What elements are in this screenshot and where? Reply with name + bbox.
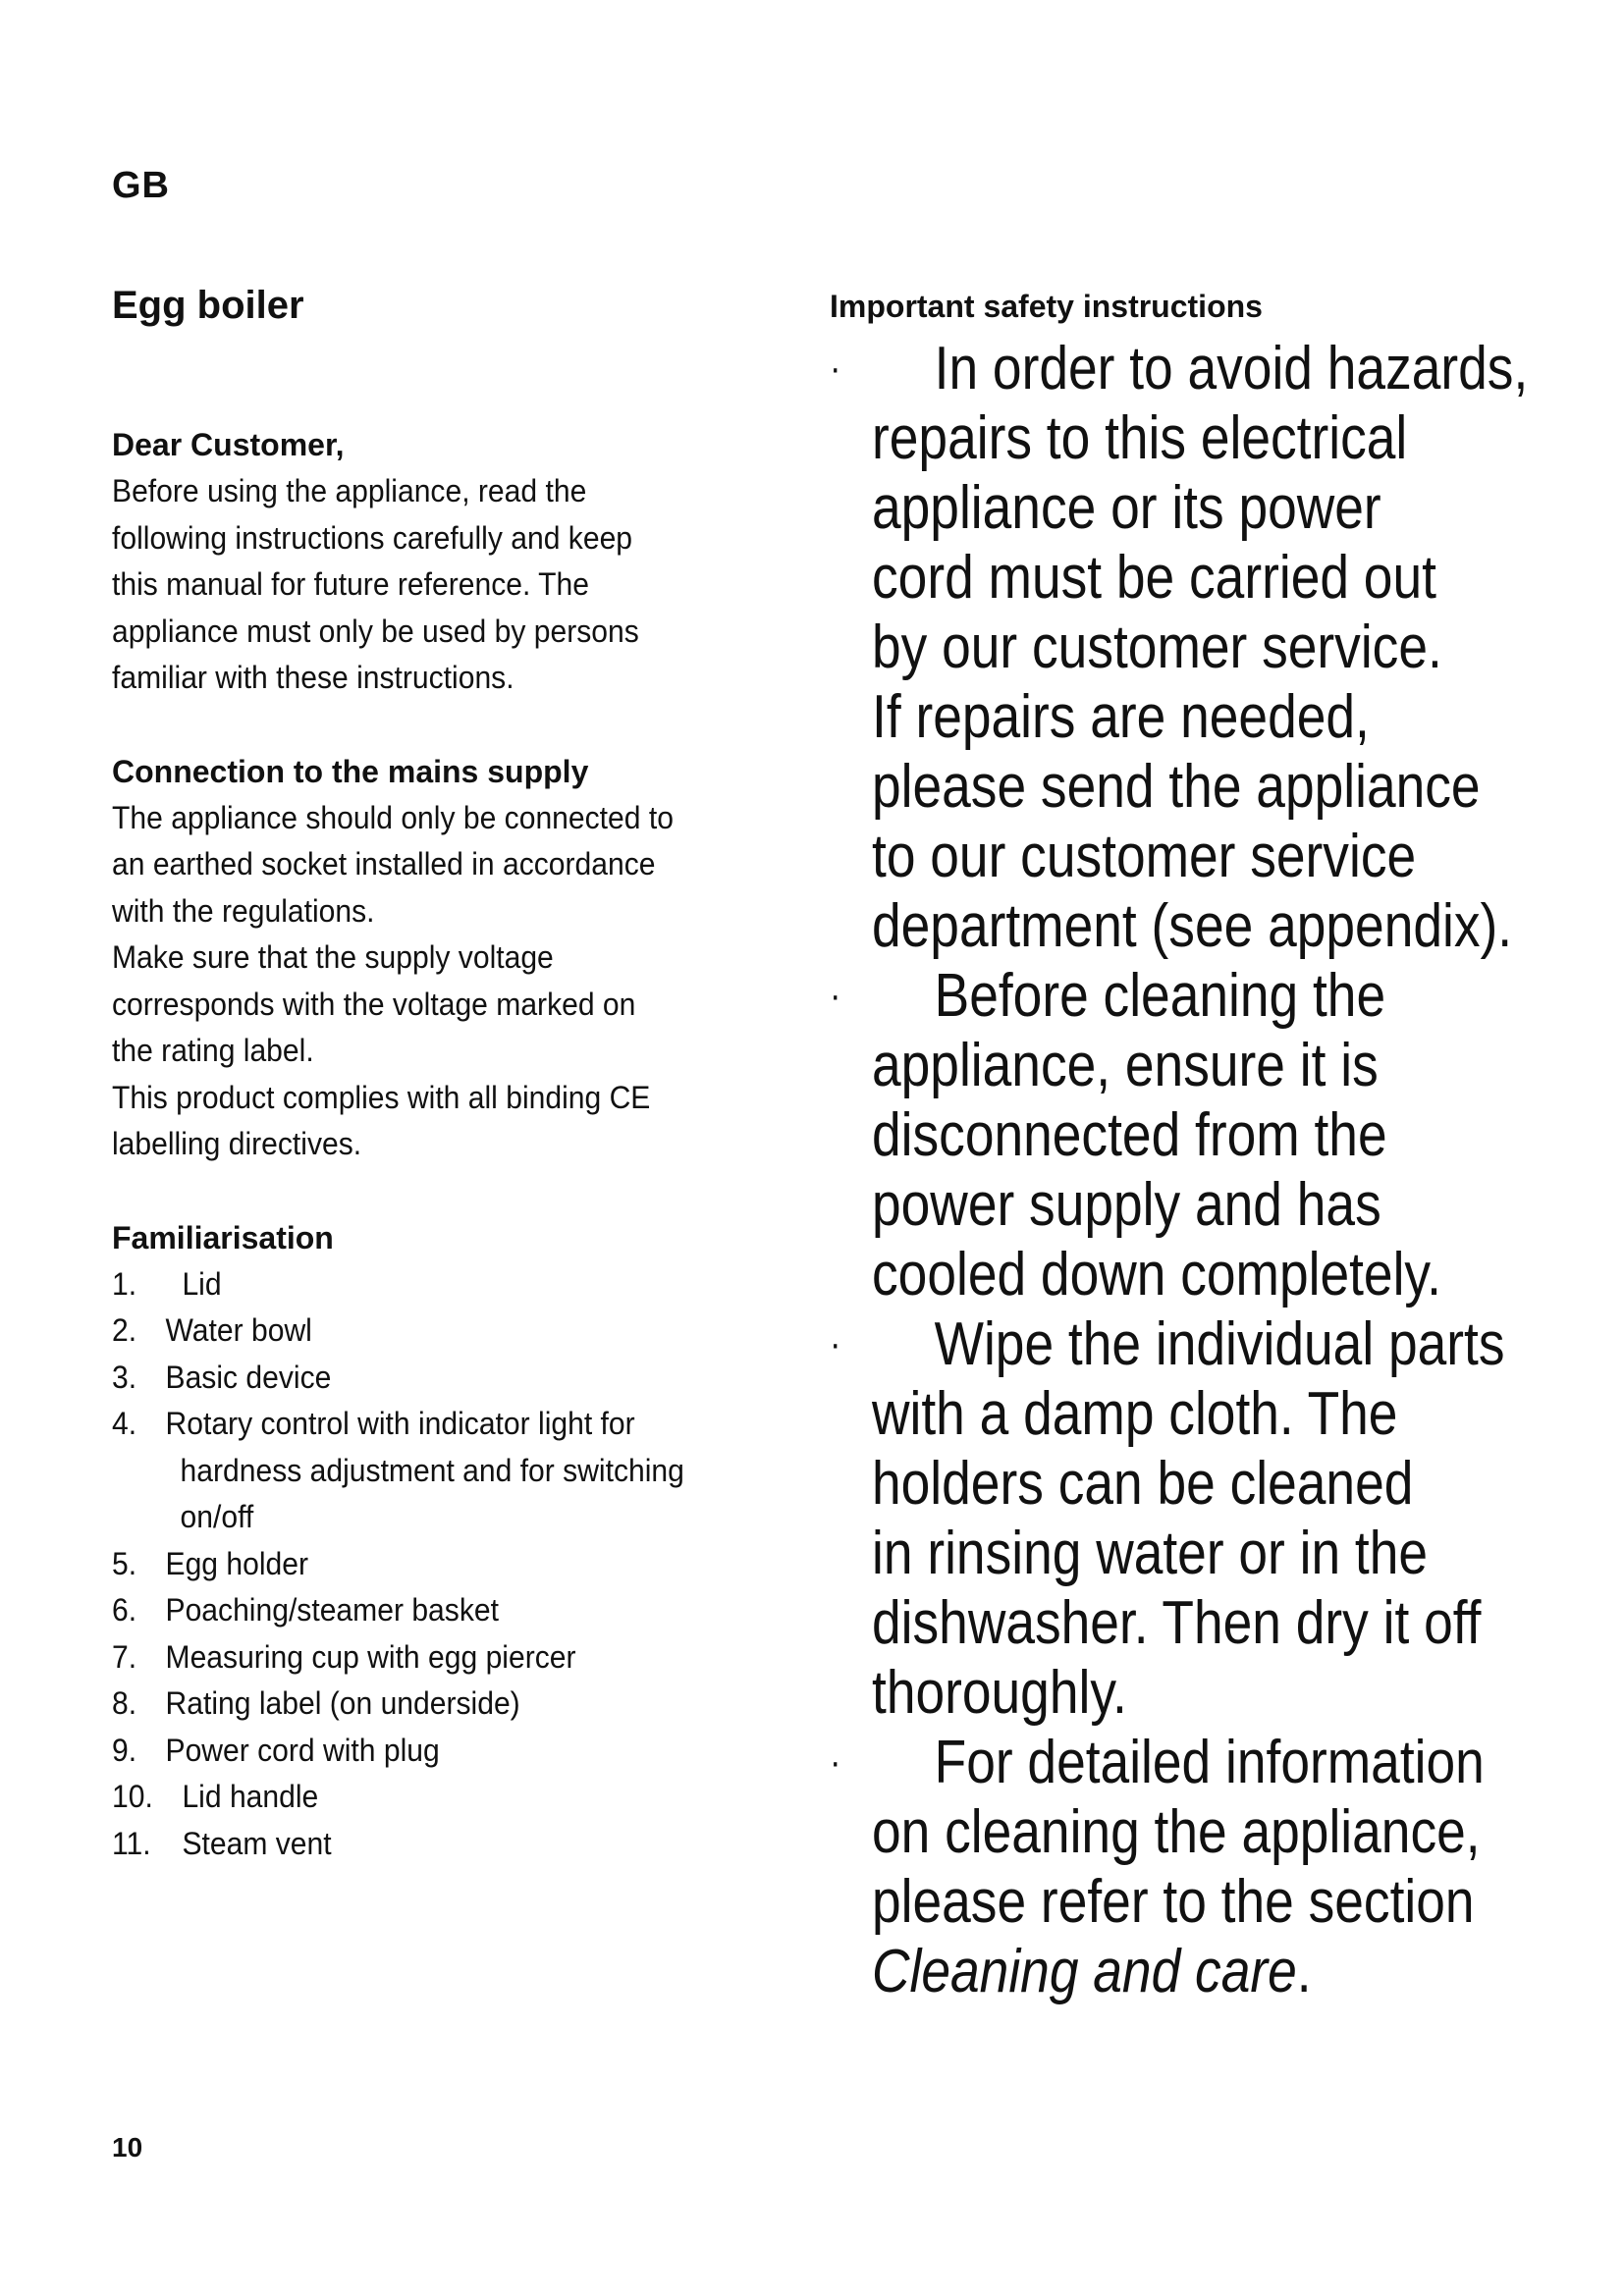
- mains-line: corresponds with the voltage marked on: [112, 986, 636, 1022]
- safety-bullet: [830, 961, 1531, 1309]
- bullet-line: Before cleaning the: [934, 962, 1386, 1030]
- safety-bullet: [830, 1728, 1531, 2006]
- item-text: Poaching/steamer basket: [165, 1592, 499, 1628]
- item-number: 3.: [112, 1359, 137, 1395]
- mains-line: Make sure that the supply voltage: [112, 939, 554, 975]
- item-number: 4.: [112, 1406, 137, 1441]
- list-item: [112, 1401, 749, 1448]
- bullet-line: department (see appendix).: [872, 892, 1513, 960]
- item-number: 2.: [112, 1312, 137, 1348]
- bullet-line: For detailed information: [934, 1729, 1485, 1796]
- list-item: [112, 1541, 749, 1588]
- list-item-continuation: [112, 1448, 749, 1495]
- list-item: [112, 1821, 749, 1868]
- safety-heading: Important safety instructions: [830, 289, 1263, 324]
- bullet-line: dishwasher. Then dry it off: [872, 1589, 1482, 1657]
- bullet-line-last: [872, 1937, 1531, 2006]
- bullet-line: in rinsing water or in the: [872, 1520, 1429, 1587]
- list-item: [112, 1774, 749, 1821]
- bullet-icon: ·: [830, 1740, 841, 1784]
- item-text: Steam vent: [182, 1825, 332, 1861]
- item-text: Egg holder: [165, 1545, 309, 1581]
- bullet-line: Wipe the individual parts: [934, 1310, 1505, 1378]
- item-text: Water bowl: [165, 1312, 312, 1348]
- mains-line: the rating label.: [112, 1033, 314, 1068]
- mains-heading: Connection to the mains supply: [112, 753, 589, 789]
- intro-line: Before using the appliance, read the: [112, 473, 587, 508]
- bullet-line: thoroughly.: [872, 1659, 1127, 1727]
- list-item: [112, 1308, 749, 1355]
- item-text-continued: on/off: [180, 1499, 254, 1534]
- intro-heading: Dear Customer,: [112, 427, 345, 462]
- intro-line: appliance must only be used by persons: [112, 613, 639, 649]
- list-item: [112, 1355, 749, 1402]
- mains-line: The appliance should only be connected to: [112, 799, 674, 835]
- left-column: [112, 280, 789, 1867]
- list-item: [112, 1681, 749, 1728]
- bullet-line: In order to avoid hazards,: [934, 335, 1529, 402]
- familiarisation-section: [112, 1214, 789, 1868]
- mains-line: with the regulations.: [112, 892, 375, 929]
- bullet-line: holders can be cleaned: [872, 1450, 1414, 1518]
- item-text: Rotary control with indicator light for: [165, 1406, 635, 1441]
- list-item-continuation: [112, 1494, 749, 1541]
- item-number: 8.: [112, 1685, 137, 1721]
- item-number: 9.: [112, 1732, 137, 1768]
- bullet-line: by our customer service.: [872, 614, 1442, 681]
- item-number: 6.: [112, 1592, 137, 1628]
- bullet-line: appliance or its power: [872, 474, 1381, 542]
- page-number: 10: [112, 2132, 143, 2163]
- item-text-continued: hardness adjustment and for switching: [180, 1452, 684, 1488]
- intro-section: [112, 421, 789, 702]
- bullet-line: with a damp cloth. The: [872, 1380, 1398, 1448]
- item-text: Lid: [182, 1265, 222, 1302]
- bullet-line: cord must be carried out: [872, 544, 1436, 612]
- parts-list: [112, 1261, 749, 1868]
- item-text: Power cord with plug: [165, 1732, 440, 1768]
- item-text: Lid handle: [182, 1779, 319, 1814]
- item-text: Basic device: [165, 1359, 332, 1395]
- bullet-line: on cleaning the appliance,: [872, 1798, 1481, 1866]
- safety-bullet: [830, 334, 1531, 961]
- list-item: [112, 1634, 749, 1682]
- language-code: GB: [112, 165, 170, 206]
- bullet-line: please send the appliance: [872, 753, 1481, 821]
- list-item: [112, 1587, 749, 1634]
- list-item: [112, 1728, 749, 1775]
- safety-bullet: [830, 1309, 1531, 1728]
- list-item: [112, 1261, 749, 1308]
- item-number: 1.: [112, 1265, 137, 1302]
- mains-line: labelling directives.: [112, 1126, 362, 1161]
- intro-line: this manual for future reference. The: [112, 566, 589, 602]
- safety-bullets: [830, 334, 1531, 2006]
- bullet-line: appliance, ensure it is: [872, 1032, 1379, 1099]
- mains-section: [112, 748, 789, 1168]
- bullet-line: to our customer service: [872, 823, 1417, 890]
- familiarisation-heading: Familiarisation: [112, 1219, 334, 1255]
- intro-line: following instructions carefully and keep: [112, 519, 633, 556]
- end-punctuation: .: [1296, 1938, 1312, 2005]
- right-column: [830, 283, 1537, 2006]
- item-text: Rating label (on underside): [165, 1685, 520, 1721]
- mains-line: an earthed socket installed in accordance: [112, 846, 656, 881]
- item-text: Measuring cup with egg piercer: [165, 1638, 576, 1675]
- bullet-icon: ·: [830, 974, 841, 1017]
- item-number: 5.: [112, 1545, 137, 1581]
- bullet-line: power supply and has: [872, 1171, 1381, 1239]
- item-number: 10.: [112, 1779, 153, 1814]
- bullet-line: If repairs are needed,: [872, 683, 1370, 751]
- bullet-icon: ·: [830, 1322, 841, 1365]
- section-reference: Cleaning and care: [872, 1938, 1297, 2005]
- bullet-icon: ·: [830, 347, 841, 390]
- intro-line: familiar with these instructions.: [112, 660, 514, 695]
- page-title: Egg boiler: [112, 284, 304, 327]
- bullet-line: disconnected from the: [872, 1101, 1387, 1169]
- item-number: 7.: [112, 1638, 137, 1675]
- bullet-line: repairs to this electrical: [872, 404, 1408, 472]
- bullet-line: cooled down completely.: [872, 1241, 1441, 1308]
- mains-line: This product complies with all binding CE: [112, 1079, 651, 1115]
- item-number: 11.: [112, 1825, 151, 1861]
- bullet-line: please refer to the section: [872, 1868, 1475, 1936]
